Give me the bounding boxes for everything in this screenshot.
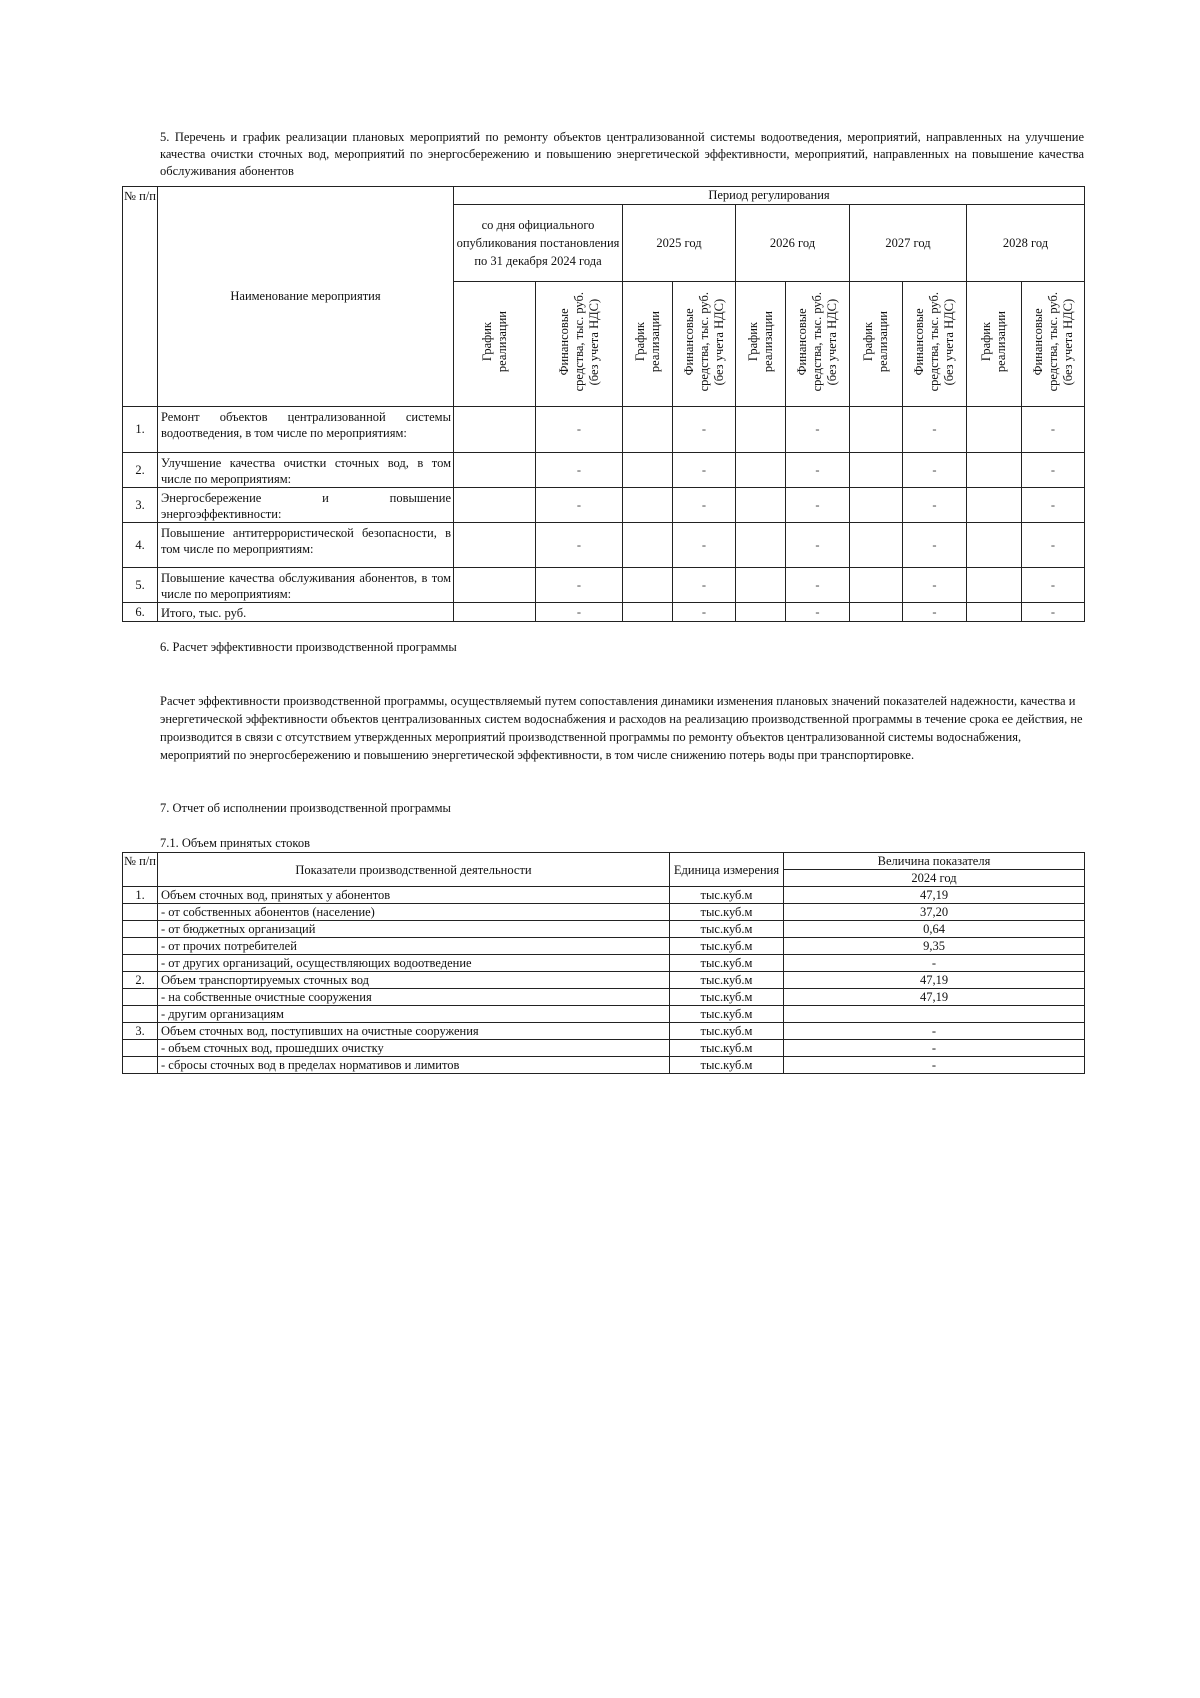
row-number: 6. — [123, 603, 158, 622]
unit-cell: тыс.куб.м — [670, 1023, 784, 1040]
indicator-name: Объем сточных вод, поступивших на очистные сооружения — [158, 1023, 670, 1040]
value-cell: 47,19 — [784, 989, 1085, 1006]
value-header: Величина показателя — [784, 853, 1085, 870]
finance-subheader — [1022, 282, 1085, 407]
subheader-label: График реализации — [979, 311, 1008, 373]
finance-cell: - — [786, 523, 850, 568]
row-number: 1. — [123, 887, 158, 904]
finance-cell: - — [536, 407, 623, 453]
period-2025-header: 2025 год — [623, 205, 736, 282]
subheader-label: Финансовые средства, тыс. руб. (без учета НДС) — [912, 292, 956, 392]
schedule-cell — [967, 407, 1022, 453]
row-number — [123, 1040, 158, 1057]
row-number: 5. — [123, 568, 158, 603]
schedule-cell — [736, 453, 786, 488]
value-cell: - — [784, 1057, 1085, 1074]
row-number — [123, 921, 158, 938]
indicator-row — [123, 938, 1085, 955]
value-cell: 47,19 — [784, 972, 1085, 989]
subheader-label: Финансовые средства, тыс. руб. (без учета НДС) — [681, 292, 726, 392]
finance-cell: - — [536, 523, 623, 568]
schedule-cell — [623, 523, 673, 568]
accepted-wastewater-table — [122, 852, 1085, 1074]
schedule-cell — [736, 488, 786, 523]
finance-cell: - — [1022, 407, 1085, 453]
subheader-label: Финансовые средства, тыс. руб. (без учета НДС) — [795, 292, 839, 392]
finance-cell: - — [673, 453, 736, 488]
finance-cell: - — [1022, 603, 1085, 622]
indicator-name: - объем сточных вод, прошедших очистку — [158, 1040, 670, 1057]
schedule-cell — [454, 603, 536, 622]
schedule-cell — [850, 488, 903, 523]
unit-cell: тыс.куб.м — [670, 904, 784, 921]
unit-cell: тыс.куб.м — [670, 1006, 784, 1023]
indicator-row — [123, 887, 1085, 904]
unit-cell: тыс.куб.м — [670, 1057, 784, 1074]
finance-cell: - — [536, 568, 623, 603]
schedule-subheader — [623, 282, 673, 407]
row-number: 3. — [123, 488, 158, 523]
activity-name: Энергосбережение и повышение энергоэффективности: — [158, 488, 454, 523]
schedule-cell — [967, 453, 1022, 488]
finance-cell: - — [786, 407, 850, 453]
section-5-heading: 5. Перечень и график реализации плановых мероприятий по ремонту объектов централизованной системы водоотведения, мероприятий, направленных на улучшение качества очистки сточных вод, мероприятий по энергосбережению и повышению энергетической эффективности, мероприятий, направленных на повышение качества обслуживания абонентов — [160, 130, 1084, 178]
section-7-1-subheading: 7.1. Объем принятых стоков — [160, 836, 310, 850]
period-2028-header: 2028 год — [967, 205, 1085, 282]
finance-cell: - — [786, 603, 850, 622]
finance-subheader — [536, 282, 623, 407]
period-header: Период регулирования — [454, 187, 1085, 205]
unit-cell: тыс.куб.м — [670, 955, 784, 972]
activity-name: Повышение антитеррористической безопасности, в том числе по мероприятиям: — [158, 523, 454, 568]
indicator-row — [123, 904, 1085, 921]
finance-cell: - — [536, 488, 623, 523]
finance-cell: - — [536, 453, 623, 488]
indicator-row — [123, 1006, 1085, 1023]
finance-cell: - — [673, 568, 736, 603]
activity-row — [123, 568, 1085, 603]
activity-row — [123, 523, 1085, 568]
schedule-cell — [454, 568, 536, 603]
finance-cell: - — [903, 453, 967, 488]
finance-cell: - — [1022, 523, 1085, 568]
schedule-cell — [850, 407, 903, 453]
finance-cell: - — [903, 407, 967, 453]
period-official-header: со дня официального опубликования постановления по 31 декабря 2024 года — [454, 205, 623, 282]
schedule-cell — [850, 453, 903, 488]
value-cell: 0,64 — [784, 921, 1085, 938]
indicator-name: - от собственных абонентов (население) — [158, 904, 670, 921]
value-cell — [784, 1006, 1085, 1023]
unit-cell: тыс.куб.м — [670, 921, 784, 938]
finance-cell: - — [673, 603, 736, 622]
finance-subheader — [673, 282, 736, 407]
schedule-subheader — [967, 282, 1022, 407]
section-6-paragraph: Расчет эффективности производственной программы, осуществляемый путем сопоставления динамики изменения плановых значений показателей надежности, качества и энергетической эффективности объектов централизованных систем водоснабжения и расходов на реализацию производственной программы в течение срока ее действия, не производится в связи с отсутствием утвержденных мероприятий производственной программы по ремонту объектов централизованной системы водоснабжения, мероприятий по энергосбережению и повышению энергетической эффективности, в том числе снижению потерь воды при транспортировке. — [160, 694, 1083, 762]
schedule-cell — [967, 488, 1022, 523]
finance-cell: - — [1022, 568, 1085, 603]
schedule-cell — [850, 603, 903, 622]
indicator-row — [123, 1057, 1085, 1074]
unit-header: Единица измерения — [670, 853, 784, 887]
value-cell: 47,19 — [784, 887, 1085, 904]
schedule-cell — [623, 568, 673, 603]
row-number: 1. — [123, 407, 158, 453]
indicator-name: - на собственные очистные сооружения — [158, 989, 670, 1006]
schedule-subheader — [454, 282, 536, 407]
row-number — [123, 989, 158, 1006]
schedule-cell — [623, 488, 673, 523]
row-number: 2. — [123, 453, 158, 488]
indicator-row — [123, 1040, 1085, 1057]
finance-cell: - — [903, 488, 967, 523]
activity-row — [123, 407, 1085, 453]
section-7-heading: 7. Отчет об исполнении производственной программы — [160, 801, 451, 815]
activity-name: Ремонт объектов централизованной системы водоотведения, в том числе по мероприятиям: — [158, 407, 454, 453]
indicator-row — [123, 972, 1085, 989]
finance-cell: - — [673, 407, 736, 453]
unit-cell: тыс.куб.м — [670, 1040, 784, 1057]
indicator-name: - от других организаций, осуществляющих водоотведение — [158, 955, 670, 972]
schedule-cell — [736, 523, 786, 568]
subheader-label: График реализации — [479, 311, 509, 373]
activity-row — [123, 453, 1085, 488]
schedule-cell — [454, 453, 536, 488]
row-number — [123, 1006, 158, 1023]
activity-name: Улучшение качества очистки сточных вод, в том числе по мероприятиям: — [158, 453, 454, 488]
indicator-row — [123, 921, 1085, 938]
row-number — [123, 1057, 158, 1074]
unit-cell: тыс.куб.м — [670, 938, 784, 955]
row-number — [123, 938, 158, 955]
row-number: 2. — [123, 972, 158, 989]
finance-subheader — [786, 282, 850, 407]
value-cell: - — [784, 1023, 1085, 1040]
indicator-name: - другим организациям — [158, 1006, 670, 1023]
finance-cell: - — [786, 488, 850, 523]
num-header: № п/п — [123, 853, 158, 887]
schedule-cell — [623, 407, 673, 453]
subheader-label: График реализации — [745, 311, 775, 373]
finance-cell: - — [786, 453, 850, 488]
activity-name: Итого, тыс. руб. — [158, 603, 454, 622]
row-number: 4. — [123, 523, 158, 568]
schedule-cell — [850, 568, 903, 603]
unit-cell: тыс.куб.м — [670, 887, 784, 904]
subheader-label: Финансовые средства, тыс. руб. (без учета НДС) — [1030, 292, 1075, 392]
indicator-row — [123, 955, 1085, 972]
schedule-cell — [736, 603, 786, 622]
finance-subheader — [903, 282, 967, 407]
unit-cell: тыс.куб.м — [670, 989, 784, 1006]
indicator-name: - сбросы сточных вод в пределах нормативов и лимитов — [158, 1057, 670, 1074]
schedule-subheader — [850, 282, 903, 407]
subheader-label: График реализации — [632, 311, 662, 373]
row-number: 3. — [123, 1023, 158, 1040]
num-header: № п/п — [123, 187, 158, 407]
row-number — [123, 955, 158, 972]
finance-cell: - — [673, 488, 736, 523]
finance-cell: - — [536, 603, 623, 622]
schedule-cell — [967, 568, 1022, 603]
schedule-cell — [850, 523, 903, 568]
activity-name: Повышение качества обслуживания абонентов, в том числе по мероприятиям: — [158, 568, 454, 603]
indicator-header: Показатели производственной деятельности — [158, 853, 670, 887]
value-cell: 9,35 — [784, 938, 1085, 955]
value-cell: 37,20 — [784, 904, 1085, 921]
subheader-label: График реализации — [861, 311, 890, 373]
value-cell: - — [784, 955, 1085, 972]
indicator-name: Объем сточных вод, принятых у абонентов — [158, 887, 670, 904]
indicator-name: - от прочих потребителей — [158, 938, 670, 955]
schedule-cell — [967, 603, 1022, 622]
period-2027-header: 2027 год — [850, 205, 967, 282]
finance-cell: - — [903, 568, 967, 603]
activity-name-header: Наименование мероприятия — [158, 187, 454, 407]
indicator-name: Объем транспортируемых сточных вод — [158, 972, 670, 989]
subheader-label: Финансовые средства, тыс. руб. (без учета НДС) — [556, 292, 601, 392]
year-header: 2024 год — [784, 870, 1085, 887]
schedule-cell — [623, 453, 673, 488]
finance-cell: - — [786, 568, 850, 603]
indicator-name: - от бюджетных организаций — [158, 921, 670, 938]
schedule-cell — [623, 603, 673, 622]
value-cell: - — [784, 1040, 1085, 1057]
finance-cell: - — [1022, 453, 1085, 488]
finance-cell: - — [1022, 488, 1085, 523]
finance-cell: - — [903, 523, 967, 568]
section-6-heading: 6. Расчет эффективности производственной программы — [160, 640, 457, 654]
finance-cell: - — [673, 523, 736, 568]
schedule-cell — [454, 407, 536, 453]
schedule-cell — [967, 523, 1022, 568]
period-2026-header: 2026 год — [736, 205, 850, 282]
schedule-cell — [736, 568, 786, 603]
activity-row — [123, 488, 1085, 523]
row-number — [123, 904, 158, 921]
indicator-row — [123, 1023, 1085, 1040]
schedule-cell — [454, 488, 536, 523]
schedule-cell — [454, 523, 536, 568]
unit-cell: тыс.куб.м — [670, 972, 784, 989]
indicator-row — [123, 989, 1085, 1006]
finance-cell: - — [903, 603, 967, 622]
activities-schedule-table — [122, 186, 1085, 622]
schedule-cell — [736, 407, 786, 453]
schedule-subheader — [736, 282, 786, 407]
activity-row — [123, 603, 1085, 622]
